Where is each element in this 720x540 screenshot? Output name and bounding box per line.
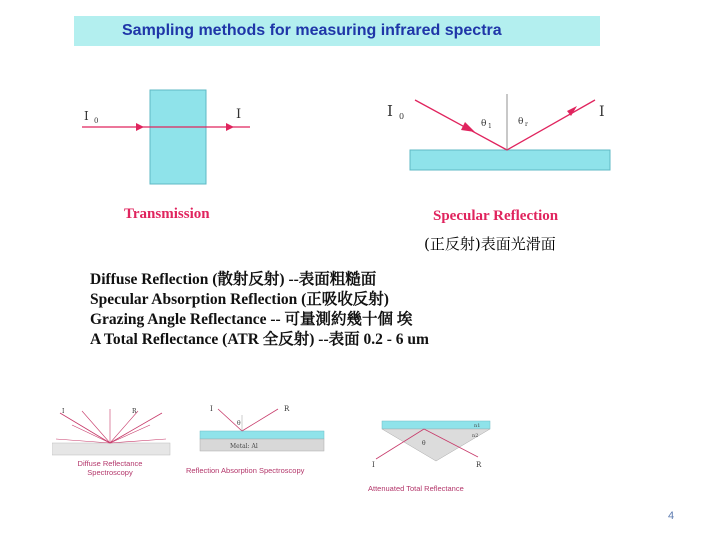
label-i0: I [84, 109, 89, 123]
incident-beam [415, 100, 507, 150]
label-i: I [236, 107, 242, 122]
theta2-label: θ [518, 117, 524, 127]
label-i0-sub: 0 [399, 112, 405, 121]
specular-reflection-diagram [385, 80, 615, 180]
reflective-surface [410, 150, 610, 170]
svg-text:R: R [284, 405, 290, 413]
methods-list [90, 270, 429, 350]
method-line: A Total Reflectance (ATR 全反射) --表面 0.2 - 6 um [90, 331, 429, 348]
atr-thumbnail [368, 415, 498, 470]
svg-text:θ: θ [237, 420, 241, 427]
svg-text:n1: n1 [474, 423, 481, 429]
transmission-diagram [80, 80, 270, 190]
specular-caption: Specular Reflection [433, 208, 559, 224]
transmission-caption: Transmission [124, 206, 210, 222]
label-i: I [599, 104, 605, 120]
atr-caption: Attenuated Total Reflectance [368, 484, 464, 493]
sample-block [150, 90, 206, 184]
theta1-label: θ [481, 119, 487, 129]
method-line: Specular Absorption Reflection (正吸收反射) [90, 291, 389, 308]
svg-text:I: I [62, 408, 65, 415]
svg-text:Metal: Al: Metal: Al [230, 443, 258, 450]
specular-subcaption: (正反射)表面光滑面 [424, 235, 556, 253]
svg-text:I: I [372, 461, 375, 469]
label-i0-sub: 0 [94, 117, 99, 125]
ras-thumbnail [180, 403, 330, 461]
theta2-sub: r [525, 121, 528, 128]
diffuse-reflectance-thumbnail [52, 405, 172, 457]
svg-text:n2: n2 [472, 433, 479, 439]
method-line: Diffuse Reflection (散射反射) --表面粗糙面 [90, 271, 377, 288]
diffuse-caption: Diffuse Reflectance Spectroscopy [77, 459, 143, 477]
method-line: Grazing Angle Reflectance -- 可量測約幾十個 埃 [90, 311, 413, 328]
incident-arrow [461, 122, 475, 132]
svg-text:R: R [476, 461, 482, 469]
ras-caption: Reflection Absorption Spectroscopy [186, 466, 305, 475]
theta1-sub: 1 [488, 123, 492, 130]
beam-arrow-in [136, 123, 144, 131]
page-number: 4 [668, 510, 675, 522]
slide-title: Sampling methods for measuring infrared spectra [122, 22, 502, 39]
svg-text:R: R [132, 408, 137, 415]
title-bar [74, 16, 600, 46]
label-i0: I [387, 102, 393, 120]
beam-arrow-out [226, 123, 234, 131]
svg-text:I: I [210, 405, 213, 413]
svg-text:θ: θ [422, 440, 426, 447]
